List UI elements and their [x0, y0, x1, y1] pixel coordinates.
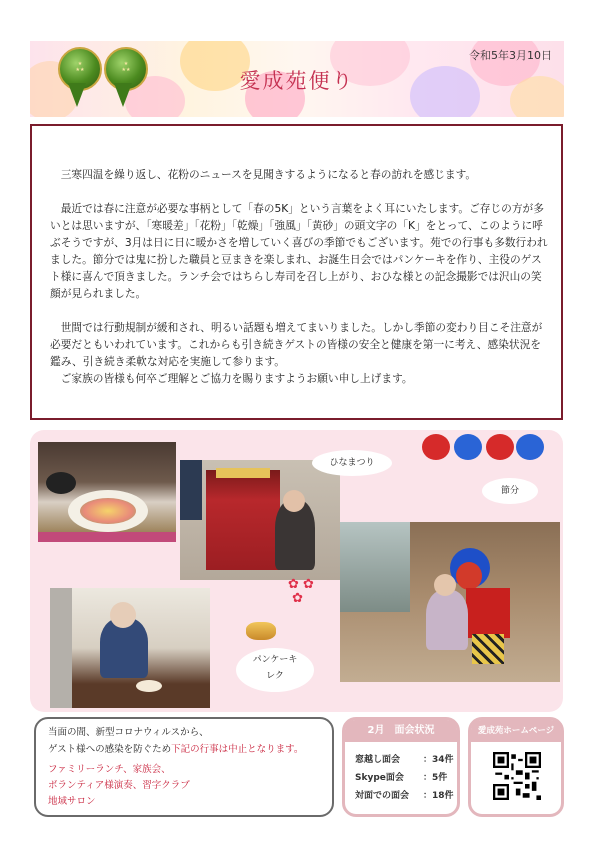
- red-oni-mask-icon: [486, 434, 514, 460]
- notice-highlight: 下記の行事は中止となります。: [171, 744, 304, 755]
- issue-date: 令和5年3月10日: [469, 49, 552, 62]
- visit-status-title: 2月 面会状況: [345, 720, 457, 742]
- lunch-chirashi-photo: [38, 442, 176, 542]
- visit-count: ：34件: [423, 755, 454, 765]
- visit-status-box: [342, 717, 460, 817]
- header-banner: [30, 41, 564, 117]
- newsletter-title: 愛成苑便り: [239, 69, 355, 93]
- message-paragraph: 三寒四温を繰り返し、花粉のニュースを見聞きするようになると春の訪れを感じます。: [60, 168, 477, 181]
- cancelled-event: ボランティア様演奏、習字クラブ: [48, 780, 190, 791]
- message-paragraph: ご家族の皆様も何卒ご理解とご協力を賜りますようお願い申し上げます。: [60, 372, 413, 385]
- visit-label: 窓越し面会: [355, 755, 401, 765]
- blue-oni-mask-icon: [516, 434, 544, 460]
- visit-label: Skype面会: [355, 773, 404, 783]
- visit-row: [355, 788, 454, 801]
- award-medal-icon: ★ ★★: [104, 47, 148, 91]
- caption-pancake-line: パンケーキ: [252, 655, 298, 665]
- event-cancellation-notice: [34, 717, 334, 817]
- setsubun-photo: [340, 522, 560, 682]
- pancake-recreation-photo: [50, 588, 210, 708]
- visit-row: [355, 770, 448, 783]
- red-oni-mask-icon: [422, 434, 450, 460]
- visit-count: ：5件: [423, 773, 448, 783]
- notice-text: ゲスト様への感染を防ぐため: [48, 744, 172, 755]
- caption-pancake-line: レク: [266, 671, 284, 681]
- pancake-icon: [246, 622, 276, 640]
- visit-label: 対面での面会: [355, 791, 410, 801]
- caption-pancake: [236, 648, 314, 692]
- message-paragraph: 最近では春に注意が必要な事柄として「春の5K」という言葉をよく耳にいたします。ご存じの方が多いとは思いますが、「寒暖差」「花粉」「乾燥」「強風」「黄砂」の頭文字の「K」をとって、このように呼ぶそうですが、3月は日に日に暖かさを増していく喜びの季節でもございます。苑での行事も多数行われました。節分では鬼に扮した職員と豆まきを楽しまれ、お誕生日会ではパンケーキを作り、主役のゲスト様に喜んで頂きました。ランチ会ではちらし寿司を召し上がり、おひな様との記念撮影では沢山の笑顔が見られました。: [50, 202, 548, 300]
- qr-code-icon[interactable]: [493, 752, 541, 800]
- cancelled-event: ファミリーランチ、家族会、: [48, 764, 171, 775]
- homepage-qr-box: [468, 717, 564, 817]
- visit-count: ：18件: [423, 791, 454, 801]
- greeting-message: [50, 166, 550, 387]
- visit-row: [355, 752, 454, 765]
- caption-hinamatsuri: ひなまつり: [312, 450, 392, 476]
- greeting-message-box: [30, 124, 563, 420]
- blue-oni-mask-icon: [454, 434, 482, 460]
- plum-blossom-icon: ✿ ✿ ✿: [288, 577, 314, 606]
- hinamatsuri-photo: [180, 460, 340, 580]
- homepage-title: 愛成苑ホームページ: [471, 720, 561, 742]
- photo-collage: [30, 430, 563, 712]
- caption-setsubun: 節分: [482, 478, 538, 504]
- message-paragraph: 世間では行動規制が緩和され、明るい話題も増えてまいりました。しかし季節の変わり目こそ注意が必要だともいわれています。これからも引き続きゲストの皆様の安全と健康を第一に考え、感染状況を鑑み、引き続き柔軟な対応を実施して参ります。: [50, 321, 543, 368]
- notice-line: 当面の間、新型コロナウィルスから、: [48, 727, 209, 738]
- cancelled-event: 地域サロン: [48, 796, 96, 807]
- award-medal-icon: ★ ★★: [58, 47, 102, 91]
- notice-line: [48, 741, 303, 755]
